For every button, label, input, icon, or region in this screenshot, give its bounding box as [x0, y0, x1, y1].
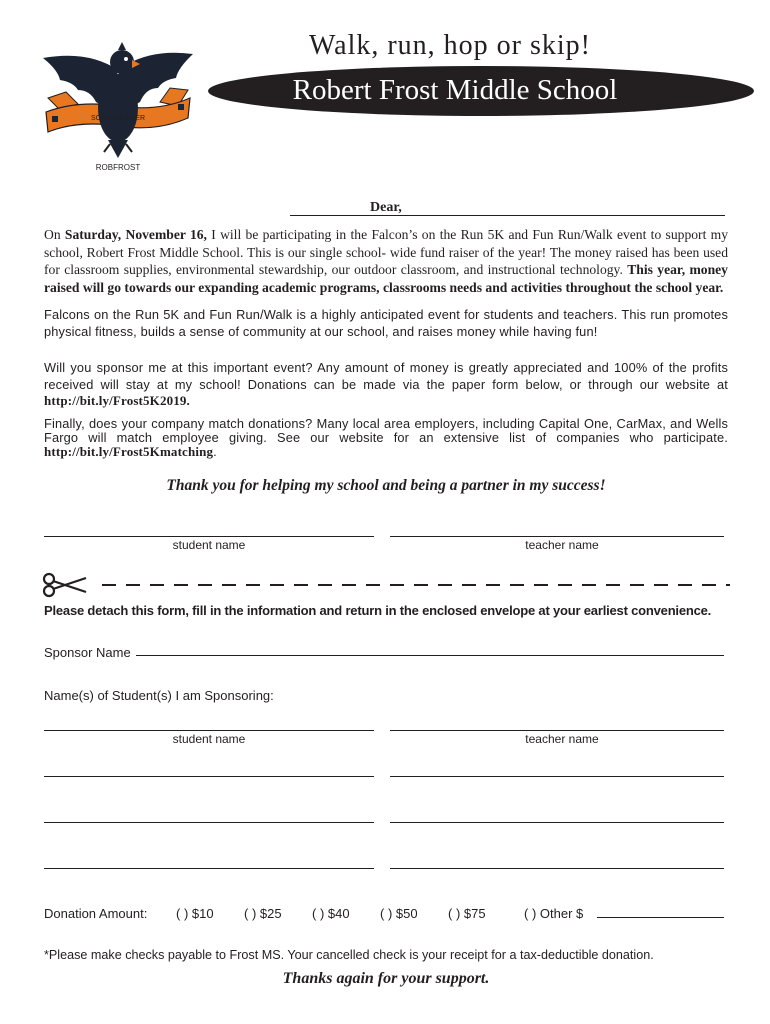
logo-caption: ROBFROST — [95, 163, 141, 172]
form-teacher-caption: teacher name — [525, 732, 599, 746]
donation-option-75[interactable]: ( ) $75 — [448, 906, 486, 921]
student-name-field-4[interactable] — [44, 868, 374, 869]
form-instruction: Please detach this form, fill in the information and return in the enclosed envelope at your earliest convenience. — [44, 603, 712, 618]
dear-salutation: Dear, — [370, 200, 402, 215]
cut-line — [42, 572, 732, 598]
teacher-name-field-3[interactable] — [390, 822, 724, 823]
other-amount-field[interactable] — [597, 917, 724, 918]
sponsor-name-field[interactable] — [136, 655, 724, 656]
paragraph-2: Falcons on the Run 5K and Fun Run/Walk is a highly anticipated event for students and teachers. This run promotes physical fitness, builds a sense of community at our school, and raises money while having fun! — [44, 307, 728, 339]
teacher-name-caption: teacher name — [525, 538, 599, 552]
student-name-field-3[interactable] — [44, 822, 374, 823]
donation-option-25[interactable]: ( ) $25 — [244, 906, 282, 921]
falcon-logo — [38, 40, 198, 175]
sponsor-label: Sponsor Name — [44, 645, 131, 660]
donation-option-10[interactable]: ( ) $10 — [176, 906, 214, 921]
donation-option-40[interactable]: ( ) $40 — [312, 906, 350, 921]
donation-label: Donation Amount: — [44, 906, 148, 921]
paragraph-1: On Saturday, November 16, I will be participating in the Falcon’s on the Run 5K and Fun Run/Walk event to support my school, Robert Frost Middle School. This is our single school- wide fund raiser of the year! The money raised has been used for classroom supplies, environmental stewardship, our outdoor classroom, and instructional technology. This year, money raised will go towards our expanding academic programs, classrooms needs and activities throughout the school year. — [44, 227, 729, 295]
students-label: Name(s) of Student(s) I am Sponsoring: — [44, 688, 274, 703]
logo-banner-text: SOARING OVER — [90, 115, 146, 122]
student-name-caption: student name — [172, 538, 246, 552]
dear-underline — [290, 215, 725, 216]
checks-note: *Please make checks payable to Frost MS. Your cancelled check is your receipt for a tax-deductible donation. — [44, 948, 654, 962]
thanks-again: Thanks again for your support. — [282, 970, 490, 987]
event-title: Walk, run, hop or skip! — [308, 30, 592, 61]
form-student-caption: student name — [172, 732, 246, 746]
paragraph-4: Finally, does your company match donations? Many local area employers, including Capital One, CarMax, and Wells Fargo will match employee giving. See our website for an extensive list of companies who participate. http://bit.ly/Frost5Kmatching. — [44, 416, 728, 459]
student-name-field-2[interactable] — [44, 776, 374, 777]
donation-option-50[interactable]: ( ) $50 — [380, 906, 418, 921]
scissors-icon — [44, 574, 86, 596]
paragraph-3: Will you sponsor me at this important event? Any amount of money is greatly appreciated and 100% of the profits received will stay at my school! Donations can be made via the paper form below, or through our website at http://bit.ly/Frost5K2019. — [44, 360, 728, 408]
donation-option-other[interactable]: ( ) Other $ — [524, 906, 584, 921]
thank-you-line: Thank you for helping my school and being a partner in my success! — [166, 477, 606, 494]
school-name: Robert Frost Middle School — [292, 74, 618, 106]
teacher-name-field-2[interactable] — [390, 776, 724, 777]
teacher-name-field-4[interactable] — [390, 868, 724, 869]
